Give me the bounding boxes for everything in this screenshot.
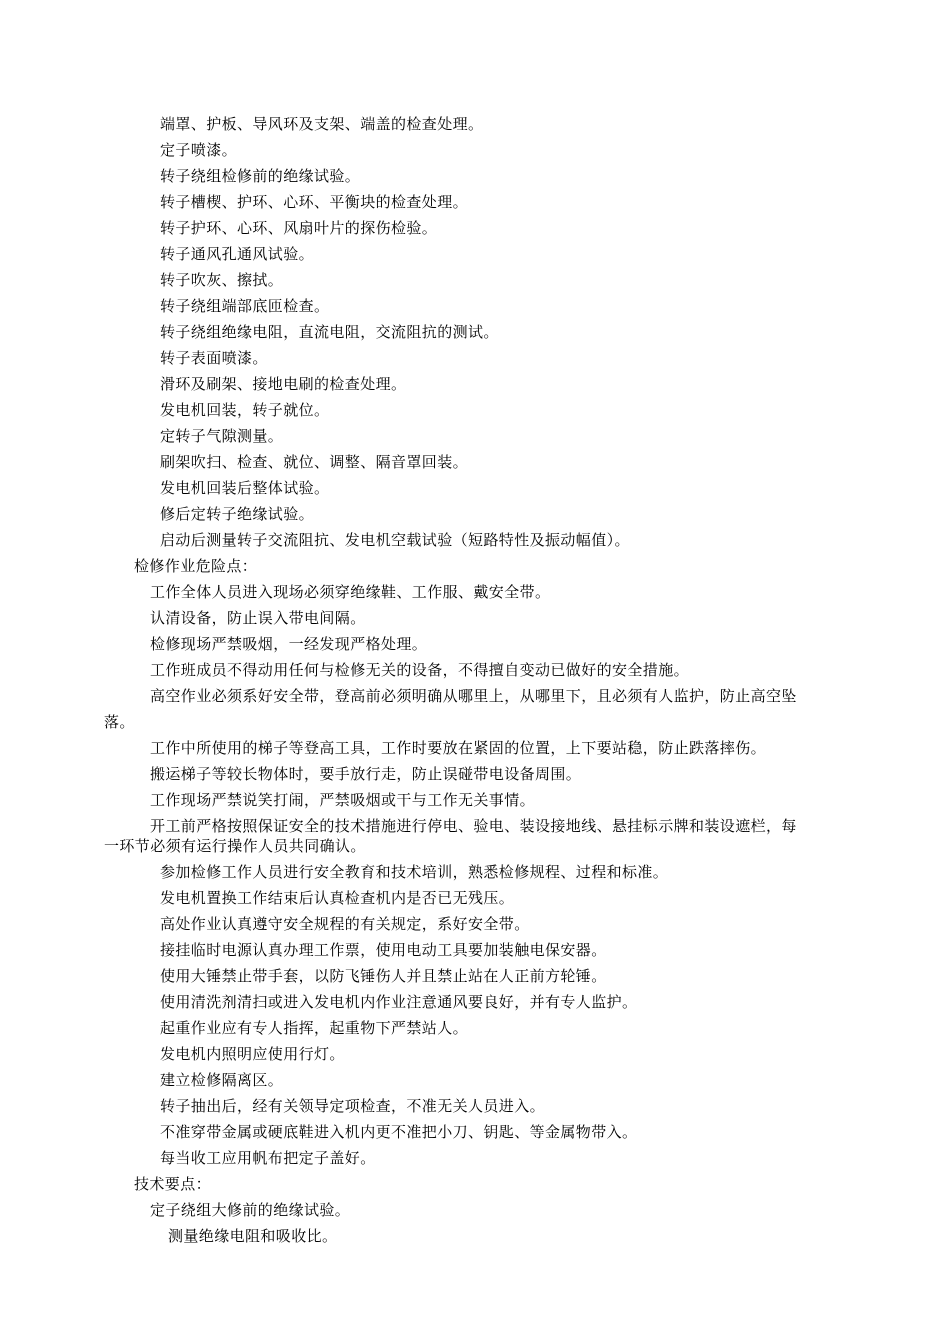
hazard-line: 建立检修隔离区。 <box>160 1071 284 1089</box>
hazard-line: 检修现场严禁吸烟，一经发现严格处理。 <box>150 635 428 653</box>
hazard-line: 使用清洗剂清扫或进入发电机内作业注意通风要良好，并有专人监护。 <box>160 993 638 1011</box>
item-line: 定子喷漆。 <box>160 141 238 159</box>
technical-line: 定子绕组大修前的绝缘试验。 <box>150 1201 351 1219</box>
hazard-line: 发电机置换工作结束后认真检查机内是否已无残压。 <box>160 889 515 907</box>
hazard-line: 认清设备，防止误入带电间隔。 <box>150 609 366 627</box>
hazard-line: 工作现场严禁说笑打闹，严禁吸烟或干与工作无关事情。 <box>150 791 536 809</box>
hazard-paragraph-line: 开工前严格按照保证安全的技术措施进行停电、验电、装设接地线、悬挂标示牌和装设遮栏，每 <box>150 817 797 835</box>
hazard-line: 使用大锤禁止带手套，以防飞锤伤人并且禁止站在人正前方轮锤。 <box>160 967 607 985</box>
technical-subline: 测量绝缘电阻和吸收比。 <box>168 1227 338 1245</box>
hazard-line: 不准穿带金属或硬底鞋进入机内更不准把小刀、钥匙、等金属物带入。 <box>160 1123 638 1141</box>
hazard-line: 每当收工应用帆布把定子盖好。 <box>160 1149 376 1167</box>
item-line: 滑环及刷架、接地电刷的检查处理。 <box>160 375 407 393</box>
item-line: 刷架吹扫、检查、就位、调整、隔音罩回装。 <box>160 453 469 471</box>
item-line: 修后定转子绝缘试验。 <box>160 505 315 523</box>
hazard-paragraph-line: 高空作业必须系好安全带，登高前必须明确从哪里上，从哪里下，且必须有人监护，防止高空坠 <box>150 687 797 705</box>
hazard-line: 工作班成员不得动用任何与检修无关的设备，不得擅自变动已做好的安全措施。 <box>150 661 690 679</box>
item-line: 转子护环、心环、风扇叶片的探伤检验。 <box>160 219 438 237</box>
item-line: 发电机回装，转子就位。 <box>160 401 330 419</box>
section-heading-technical: 技术要点： <box>134 1175 212 1193</box>
hazard-paragraph-line: 落。 <box>104 713 135 731</box>
item-line: 转子吹灰、擦拭。 <box>160 271 284 289</box>
item-line: 启动后测量转子交流阻抗、发电机空载试验（短路特性及振动幅值）。 <box>160 531 630 549</box>
item-line: 转子表面喷漆。 <box>160 349 268 367</box>
item-line: 转子绕组端部底匝检查。 <box>160 297 330 315</box>
section-heading-hazards: 检修作业危险点： <box>134 557 258 575</box>
hazard-line: 高处作业认真遵守安全规程的有关规定，系好安全带。 <box>160 915 530 933</box>
hazard-line: 搬运梯子等较长物体时，要手放行走，防止误碰带电设备周围。 <box>150 765 582 783</box>
hazard-line: 起重作业应有专人指挥，起重物下严禁站人。 <box>160 1019 469 1037</box>
item-line: 转子绕组绝缘电阻，直流电阻，交流阻抗的测试。 <box>160 323 499 341</box>
item-line: 端罩、护板、导风环及支架、端盖的检查处理。 <box>160 115 484 133</box>
item-line: 定转子气隙测量。 <box>160 427 284 445</box>
hazard-line: 工作全体人员进入现场必须穿绝缘鞋、工作服、戴安全带。 <box>150 583 551 601</box>
hazard-line: 工作中所使用的梯子等登高工具，工作时要放在紧固的位置，上下要站稳，防止跌落摔伤。 <box>150 739 767 757</box>
item-line: 转子槽楔、护环、心环、平衡块的检查处理。 <box>160 193 469 211</box>
hazard-paragraph-line: 一环节必须有运行操作人员共同确认。 <box>104 837 366 855</box>
hazard-line: 发电机内照明应使用行灯。 <box>160 1045 345 1063</box>
item-line: 转子通风孔通风试验。 <box>160 245 315 263</box>
hazard-line: 参加检修工作人员进行安全教育和技术培训，熟悉检修规程、过程和标准。 <box>160 863 669 881</box>
hazard-line: 转子抽出后，经有关领导定项检查，不准无关人员进入。 <box>160 1097 546 1115</box>
item-line: 转子绕组检修前的绝缘试验。 <box>160 167 361 185</box>
hazard-line: 接挂临时电源认真办理工作票，使用电动工具要加装触电保安器。 <box>160 941 607 959</box>
item-line: 发电机回装后整体试验。 <box>160 479 330 497</box>
